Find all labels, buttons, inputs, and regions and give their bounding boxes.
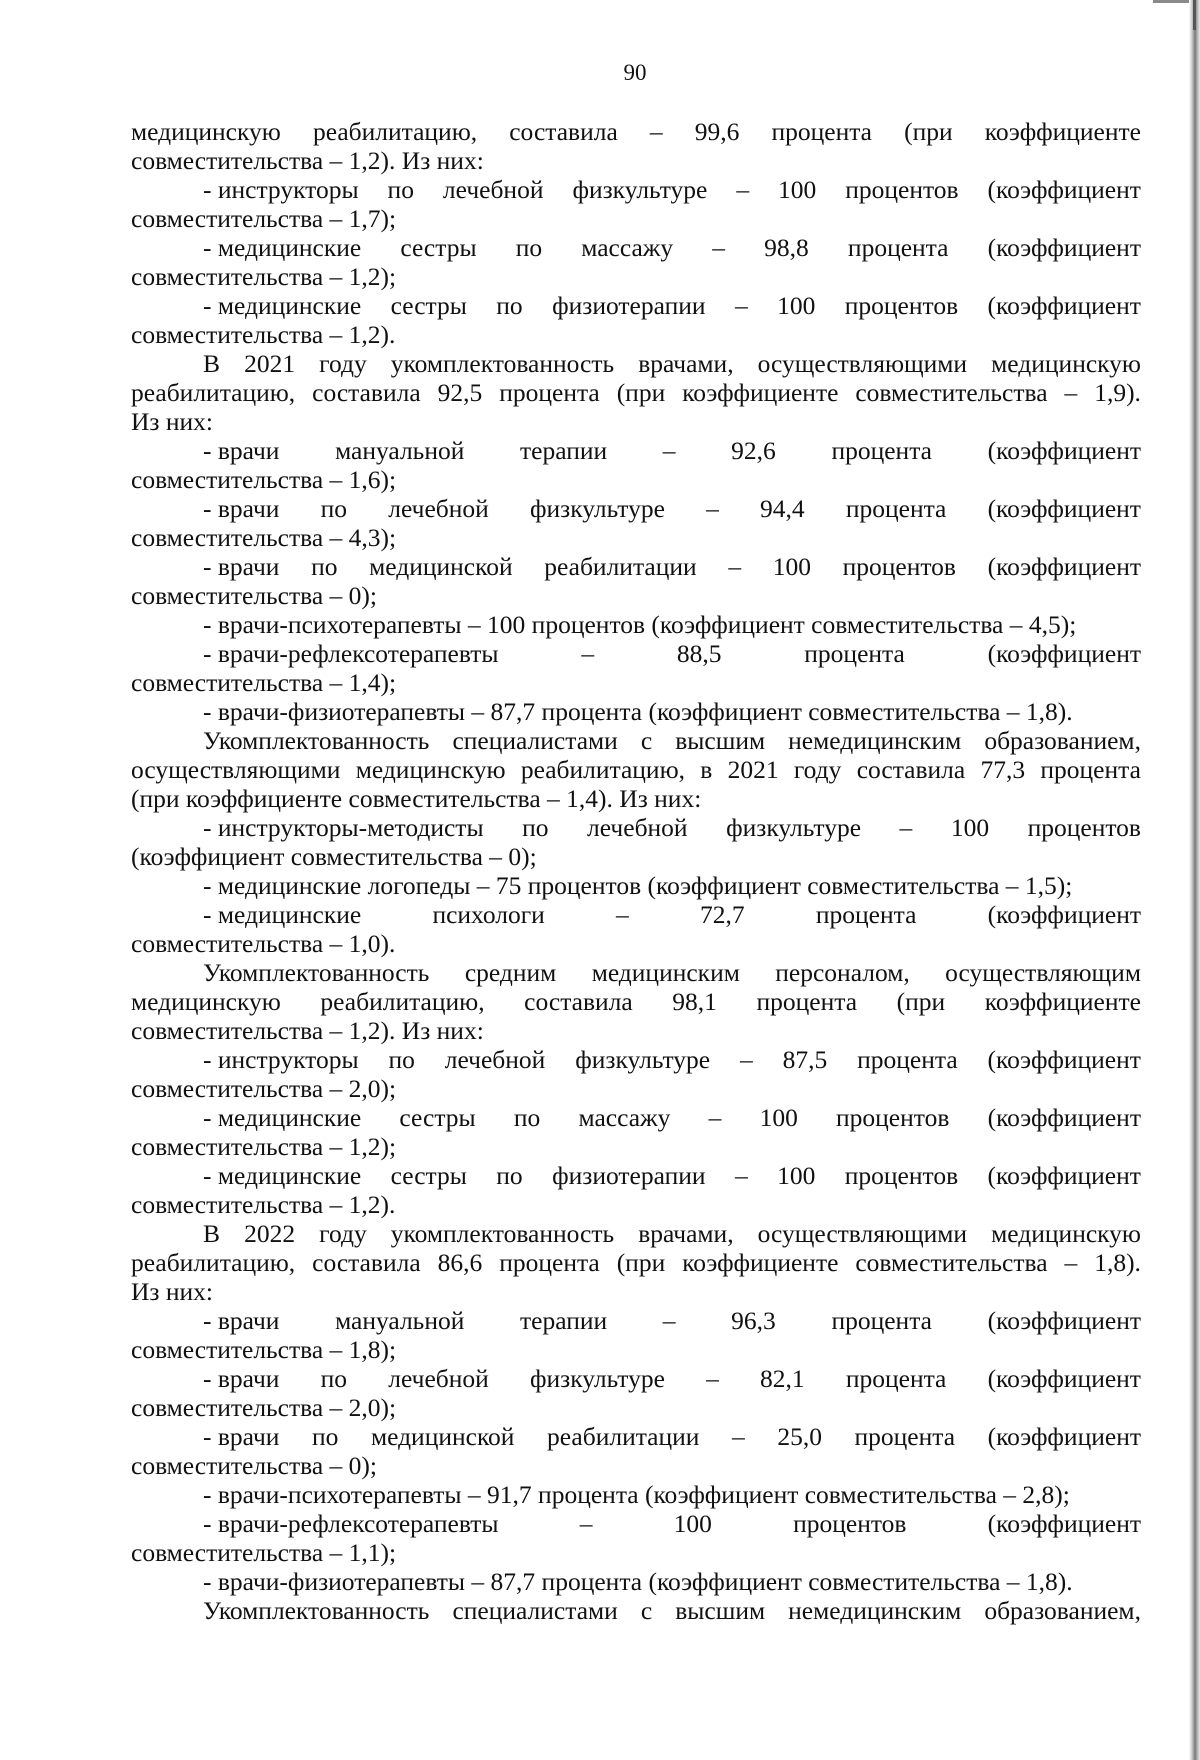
word: (коэффициент [987, 1103, 1141, 1132]
word: терапии [520, 1306, 608, 1335]
text-line [131, 1161, 1141, 1190]
scan-edge-shadow [1189, 0, 1200, 1760]
word: лечебной [444, 1045, 546, 1074]
word: 96,3 [731, 1306, 776, 1335]
word: - врачи [203, 436, 280, 465]
word: (коэффициент [987, 1364, 1141, 1393]
text-line [131, 813, 1141, 842]
word: 100 [777, 291, 816, 320]
word: массажу [578, 1103, 671, 1132]
word: процентов [1027, 813, 1141, 842]
text-line: совместительства – 1,4); [131, 668, 397, 697]
word: – [706, 1364, 719, 1393]
word: 2022 [244, 1219, 296, 1248]
text-line [131, 1364, 1141, 1393]
text-line: совместительства – 1,2). [131, 320, 396, 349]
word: реабилитацию, [131, 378, 296, 407]
word: (коэффициент [987, 1509, 1141, 1538]
word: образованием, [984, 726, 1141, 755]
word: – [740, 1045, 753, 1074]
word: - врачи [203, 494, 280, 523]
word: осуществляющими [131, 755, 341, 784]
word: (коэффициент [987, 1161, 1141, 1190]
word: мануальной [335, 1306, 465, 1335]
word: медицинскую [991, 1219, 1141, 1248]
word: реабилитацию, [312, 117, 478, 146]
word: – [728, 552, 742, 581]
word: массажу [581, 233, 674, 262]
text-line [131, 987, 1141, 1016]
word: 1,9). [1094, 378, 1141, 407]
word: составила [312, 378, 421, 407]
word: процента [845, 494, 947, 523]
word: процента [804, 639, 905, 668]
word: 98,1 [672, 987, 717, 1016]
word: физиотерапии [552, 1161, 706, 1190]
word: – [579, 1509, 593, 1538]
word: врачами, [638, 1219, 734, 1248]
word: (коэффициент [987, 233, 1141, 262]
word: по [496, 291, 523, 320]
text-line [131, 117, 1141, 146]
word: медицинской [369, 552, 513, 581]
word: коэффициенте [984, 117, 1141, 146]
word: 100 [778, 175, 817, 204]
word: 100 [673, 1509, 712, 1538]
word: совместительства [855, 378, 1048, 407]
text-line [131, 349, 1141, 378]
word: физкультуре [726, 813, 862, 842]
word: 94,4 [760, 494, 805, 523]
text-line [131, 1248, 1141, 1277]
word: медицинскую [131, 117, 281, 146]
word: процента [771, 117, 872, 146]
text-line [131, 291, 1141, 320]
word: осуществляющими [757, 1219, 968, 1248]
text-line: - врачи-физиотерапевты – 87,7 процента (коэффициент совместительства – 1,8). [203, 697, 1073, 726]
word: - врачи-рефлексотерапевты [203, 639, 499, 668]
word: процента [857, 1045, 958, 1074]
word: - медицинские [203, 900, 362, 929]
word: – [732, 1422, 745, 1451]
text-line: - врачи-психотерапевты – 100 процентов (коэффициент совместительства – 4,5); [203, 610, 1077, 639]
text-line: совместительства – 0); [131, 581, 377, 610]
word: – [736, 175, 750, 204]
word: процента [499, 378, 600, 407]
word: немедицинским [788, 1596, 962, 1625]
word: по [513, 1103, 541, 1132]
word: физиотерапии [552, 291, 706, 320]
word: году [793, 755, 842, 784]
text-line: совместительства – 1,1); [131, 1538, 397, 1567]
word: укомплектованность [390, 349, 615, 378]
word: совместительства [855, 1248, 1048, 1277]
word: - врачи [203, 1306, 280, 1335]
word: (коэффициент [987, 1306, 1141, 1335]
word: - инструкторы-методисты [203, 813, 484, 842]
word: (при [904, 117, 953, 146]
word: (коэффициент [987, 552, 1141, 581]
word: медицинским [591, 958, 740, 987]
scan-edge-mark [1193, 0, 1196, 30]
text-line [131, 755, 1141, 784]
word: лечебной [442, 175, 544, 204]
word: процента [756, 987, 858, 1016]
word: 2021 [244, 349, 296, 378]
word: по [388, 1045, 415, 1074]
word: процентов [842, 552, 956, 581]
text-line [131, 378, 1141, 407]
word: психологи [432, 900, 545, 929]
word: лечебной [388, 494, 489, 523]
text-line [131, 1219, 1141, 1248]
word: - медицинские [203, 233, 362, 262]
word: - медицинские [203, 1161, 362, 1190]
word: реабилитации [547, 1422, 700, 1451]
text-line [131, 900, 1141, 929]
word: специалистами [452, 1596, 618, 1625]
word: (при [616, 378, 666, 407]
text-line: (коэффициент совместительства – 0); [131, 842, 537, 871]
word: осуществляющим [945, 958, 1141, 987]
word: 100 [759, 1103, 798, 1132]
word: по [522, 813, 549, 842]
word: – [1064, 378, 1078, 407]
word: - врачи [203, 1422, 280, 1451]
word: средним [464, 958, 557, 987]
word: 25,0 [777, 1422, 822, 1451]
word: сестры [400, 233, 477, 262]
word: процентов [844, 1161, 959, 1190]
word: лечебной [587, 813, 688, 842]
word: В [203, 1219, 221, 1248]
text-line: совместительства – 2,0); [131, 1393, 397, 1422]
word: высшим [675, 1596, 766, 1625]
word: коэффициенте [682, 378, 839, 407]
word: медицинскую [991, 349, 1141, 378]
word: 98,8 [764, 233, 809, 262]
word: году [319, 1219, 367, 1248]
text-line: - медицинские логопеды – 75 процентов (коэффициент совместительства – 1,5); [203, 871, 1073, 900]
word: (коэффициент [987, 436, 1141, 465]
word: – [581, 639, 595, 668]
word: процентов [793, 1509, 907, 1538]
word: – [616, 900, 629, 929]
word: сестры [390, 291, 467, 320]
word: 2021 [727, 755, 779, 784]
word: укомплектованность [390, 1219, 615, 1248]
text-line: Из них: [131, 407, 213, 436]
text-line: совместительства – 1,6); [131, 465, 397, 494]
word: лечебной [388, 1364, 489, 1393]
word: реабилитацию, [320, 987, 485, 1016]
word: по [515, 233, 543, 262]
word: 92,5 [437, 378, 483, 407]
word: сестры [399, 1103, 476, 1132]
text-line [131, 1509, 1141, 1538]
word: составила [856, 755, 966, 784]
word: образованием, [984, 1596, 1141, 1625]
word: (коэффициент [987, 900, 1141, 929]
text-line [131, 552, 1141, 581]
word: 99,6 [694, 117, 740, 146]
word: по [320, 494, 348, 523]
word: по [387, 175, 414, 204]
word: реабилитацию, [520, 755, 685, 784]
text-line: - врачи-физиотерапевты – 87,7 процента (коэффициент совместительства – 1,8). [203, 1567, 1073, 1596]
scan-edge-mark [1153, 0, 1189, 3]
word: высшим [675, 726, 766, 755]
word: - инструкторы [203, 175, 359, 204]
text-line [131, 1103, 1141, 1132]
text-line: совместительства – 0); [131, 1451, 377, 1480]
word: 92,6 [731, 436, 776, 465]
text-line: совместительства – 1,7); [131, 204, 397, 233]
word: 86,6 [437, 1248, 483, 1277]
word: физкультуре [575, 1045, 711, 1074]
word: (коэффициент [987, 494, 1141, 523]
word: (коэффициент [987, 1045, 1141, 1074]
text-line: совместительства – 1,8); [131, 1335, 397, 1364]
text-line [131, 494, 1141, 523]
word: Укомплектованность [203, 1596, 430, 1625]
word: процента [854, 1422, 956, 1451]
word: составила [312, 1248, 421, 1277]
word: физкультуре [529, 494, 665, 523]
word: – [899, 813, 913, 842]
word: по [320, 1364, 348, 1393]
word: (коэффициент [987, 291, 1141, 320]
word: процента [815, 900, 917, 929]
word: – [706, 494, 719, 523]
word: – [708, 1103, 722, 1132]
word: по [311, 552, 338, 581]
word: процента [845, 1364, 947, 1393]
text-line: совместительства – 1,2). [131, 1190, 396, 1219]
word: процента [847, 233, 949, 262]
text-line [131, 233, 1141, 262]
word: реабилитацию, [131, 1248, 296, 1277]
word: – [649, 117, 663, 146]
text-line [131, 1306, 1141, 1335]
word: медицинскую [355, 755, 506, 784]
word: – [662, 1306, 676, 1335]
text-line: совместительства – 1,2). Из них: [131, 146, 484, 175]
document-body [131, 117, 1141, 1625]
word: - врачи-рефлексотерапевты [203, 1509, 499, 1538]
word: (при [896, 987, 946, 1016]
word: процента [1040, 755, 1141, 784]
word: с [640, 726, 653, 755]
word: 100 [777, 1161, 816, 1190]
word: (коэффициент [987, 1422, 1141, 1451]
word: (коэффициент [987, 175, 1141, 204]
word: - медицинские [203, 1103, 362, 1132]
word: в [700, 755, 713, 784]
text-line [131, 436, 1141, 465]
word: (коэффициент [987, 639, 1141, 668]
word: терапии [520, 436, 608, 465]
word: процента [499, 1248, 600, 1277]
word: медицинской [370, 1422, 515, 1451]
word: 100 [950, 813, 990, 842]
text-line: совместительства – 1,2); [131, 262, 397, 291]
word: 72,7 [700, 900, 745, 929]
text-line [131, 175, 1141, 204]
word: немедицинским [788, 726, 962, 755]
text-line [131, 1045, 1141, 1074]
word: мануальной [335, 436, 465, 465]
text-line [131, 1596, 1141, 1625]
word: процента [831, 436, 932, 465]
word: 88,5 [676, 639, 722, 668]
word: 87,5 [782, 1045, 828, 1074]
word: процентов [844, 291, 959, 320]
word: – [1064, 1248, 1078, 1277]
text-line: (при коэффициенте совместительства – 1,4). Из них: [131, 784, 702, 813]
word: 77,3 [980, 755, 1026, 784]
text-line [131, 639, 1141, 668]
word: медицинскую [131, 987, 281, 1016]
word: Укомплектованность [203, 726, 430, 755]
text-line: совместительства – 4,3); [131, 523, 397, 552]
word: - врачи [203, 1364, 280, 1393]
word: – [734, 1161, 748, 1190]
text-line [131, 958, 1141, 987]
text-line: совместительства – 1,0). [131, 929, 396, 958]
word: - медицинские [203, 291, 362, 320]
text-line: Из них: [131, 1277, 213, 1306]
word: составила [524, 987, 633, 1016]
word: процентов [845, 175, 959, 204]
word: - врачи [203, 552, 280, 581]
word: – [662, 436, 676, 465]
word: по [496, 1161, 523, 1190]
word: врачами, [638, 349, 734, 378]
word: - инструкторы [203, 1045, 359, 1074]
word: – [712, 233, 726, 262]
word: физкультуре [529, 1364, 665, 1393]
word: реабилитации [544, 552, 697, 581]
word: 100 [772, 552, 811, 581]
word: Укомплектованность [203, 958, 430, 987]
text-line: - врачи-психотерапевты – 91,7 процента (коэффициент совместительства – 2,8); [203, 1480, 1070, 1509]
word: коэффициенте [984, 987, 1141, 1016]
word: процентов [836, 1103, 950, 1132]
word: физкультуре [572, 175, 708, 204]
word: персоналом, [775, 958, 910, 987]
word: (при [616, 1248, 666, 1277]
text-line: совместительства – 1,2); [131, 1132, 397, 1161]
word: по [312, 1422, 339, 1451]
word: сестры [390, 1161, 467, 1190]
text-line: совместительства – 1,2). Из них: [131, 1016, 484, 1045]
page-number: 90 [623, 60, 647, 85]
word: процента [831, 1306, 932, 1335]
word: осуществляющими [757, 349, 968, 378]
word: 82,1 [760, 1364, 805, 1393]
text-line [131, 726, 1141, 755]
word: специалистами [452, 726, 618, 755]
word: – [734, 291, 748, 320]
word: с [640, 1596, 653, 1625]
word: коэффициенте [682, 1248, 839, 1277]
text-line: совместительства – 2,0); [131, 1074, 397, 1103]
text-line [131, 1422, 1141, 1451]
word: 1,8). [1094, 1248, 1141, 1277]
word: году [319, 349, 367, 378]
word: В [203, 349, 221, 378]
word: составила [509, 117, 618, 146]
